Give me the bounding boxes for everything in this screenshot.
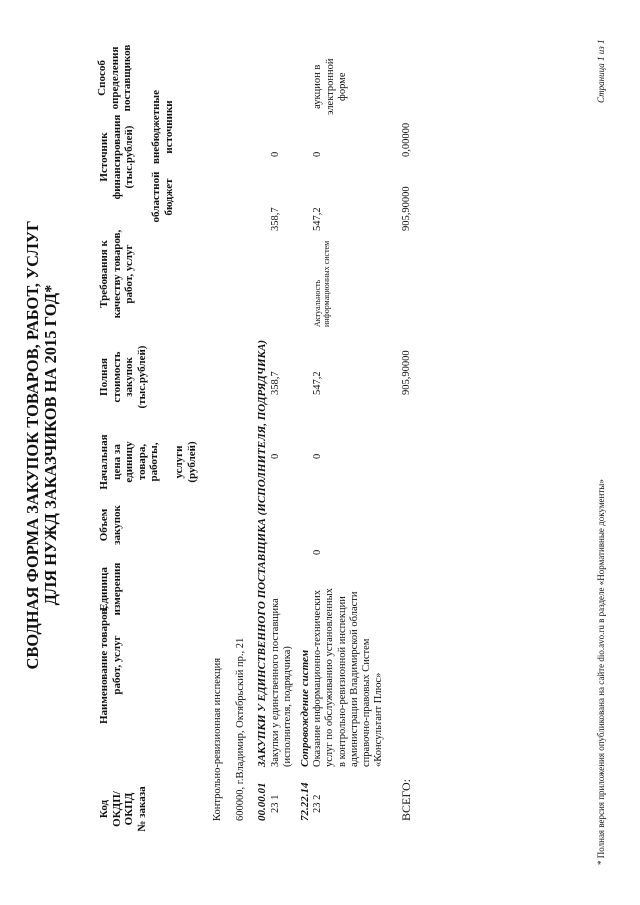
header-requirements: Требования к качеству товаров, работ, услуг xyxy=(98,229,135,319)
row-2-method: аукцион в электронной форме xyxy=(312,58,348,115)
row-1-name: Закупки у единственного поставщика (исполнителя, подрядчика) xyxy=(270,598,294,767)
header-finance-source: Источник финансирования (тыс.рублей) xyxy=(98,114,135,200)
row-2-extra: 0 xyxy=(312,151,323,157)
row-2-start-price: 0 xyxy=(312,453,323,459)
row-2-name: Оказание информационно-технических услуг по обслуживанию установленных в контрольно-ревизионной инспекции администрации Владимирской области справочно-правовых Систем «Консультант Плюс» xyxy=(312,588,385,767)
header-name: Наименование товаров, работ, услуг xyxy=(98,605,123,725)
title-line-2: ДЛЯ НУЖД ЗАКАЗЧИКОВ НА 2015 ГОД* xyxy=(41,284,60,606)
row-2-order: 23 2 xyxy=(312,794,323,813)
row-2-total: 547,2 xyxy=(312,371,323,395)
totals-label: ВСЕГО: xyxy=(399,779,413,821)
header-extra-budget: внебюджетные источники xyxy=(150,90,175,164)
header-method: Способ определения поставщиков xyxy=(96,44,133,112)
section-2-code: 72.22.14 xyxy=(299,782,311,821)
totals-extra: 0,00000 xyxy=(401,122,412,157)
document-title xyxy=(24,215,60,675)
row-1-total: 358,7 xyxy=(270,371,281,395)
footnote: * Полная версия приложения опубликована на сайте dio.avo.ru в разделе «Нормативные документы» xyxy=(596,479,606,865)
row-1-order: 23 1 xyxy=(270,794,281,813)
header-start-price: Начальная цена за единицу товара, работы, услуги (рублей) xyxy=(98,434,198,490)
header-unit: Единица измерения xyxy=(98,562,123,616)
section-2-title: Сопровождение систем xyxy=(299,649,311,767)
customer-name: Контрольно-ревизионная инспекция xyxy=(212,657,223,821)
row-2-requirements: Актуальность информационных систем xyxy=(313,240,332,327)
customer-address: 600000, г.Владимир, Октябрьский пр., 21 xyxy=(235,637,246,821)
page-number: Страница 1 из 1 xyxy=(596,39,606,103)
row-1-start-price: 0 xyxy=(270,453,281,459)
header-code: Код ОКДП/ ОКПД № заказа xyxy=(98,786,148,832)
section-1-code: 00.00.01 xyxy=(256,782,268,821)
totals-regional: 905,90000 xyxy=(401,186,412,231)
totals-total: 905,90000 xyxy=(401,350,412,395)
header-volume: Объем закупок xyxy=(98,505,123,545)
row-1-extra: 0 xyxy=(270,151,281,157)
row-2-volume: 0 xyxy=(312,549,323,555)
header-regional-budget: областной бюджет xyxy=(150,171,175,223)
title-line-1: СВОДНАЯ ФОРМА ЗАКУПОК ТОВАРОВ, РАБОТ, УСЛУГ xyxy=(23,220,42,670)
row-2-regional: 547,2 xyxy=(312,207,323,231)
row-1-regional: 358,7 xyxy=(270,207,281,231)
section-1-title: ЗАКУПКИ У ЕДИНСТВЕННОГО ПОСТАВЩИКА (ИСПОЛНИТЕЛЯ, ПОДРЯДЧИКА) xyxy=(256,339,268,767)
header-total-cost: Полная стоимость закупок (тыс.рублей) xyxy=(98,345,148,409)
